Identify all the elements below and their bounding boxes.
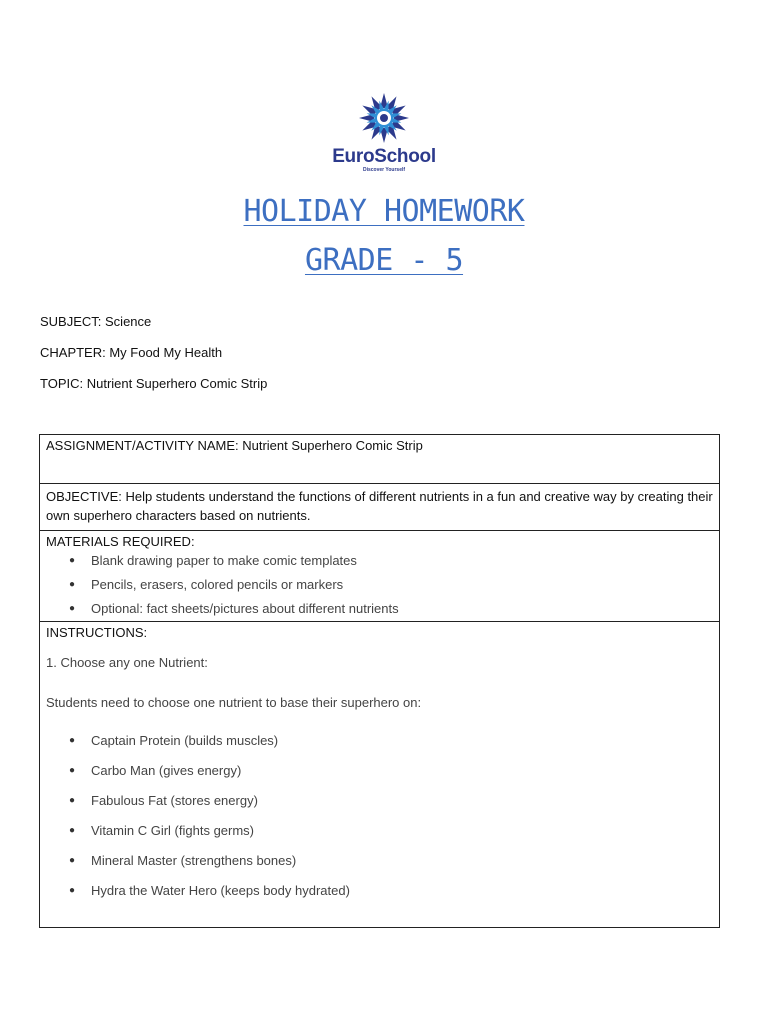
- subject-line: SUBJECT: Science: [40, 314, 152, 329]
- objective-row: [40, 484, 719, 531]
- list-item: ● Blank drawing paper to make comic templates: [46, 552, 713, 576]
- assignment-name: ASSIGNMENT/ACTIVITY NAME: Nutrient Superhero Comic Strip: [46, 438, 423, 453]
- materials-heading: MATERIALS REQUIRED:: [46, 534, 195, 549]
- list-item: ● Fabulous Fat (stores energy): [46, 792, 713, 822]
- brand-tagline: Discover Yourself: [362, 167, 406, 173]
- star-emblem-icon: [358, 92, 410, 144]
- materials-row: [40, 531, 719, 622]
- step-1-intro: Students need to choose one nutrient to base their superhero on:: [46, 695, 422, 710]
- instructions-row: [40, 622, 719, 927]
- list-item: ● Pencils, erasers, colored pencils or markers: [46, 576, 713, 600]
- list-item: ● Mineral Master (strengthens bones): [46, 852, 713, 882]
- list-item: ● Hydra the Water Hero (keeps body hydrated): [46, 882, 713, 912]
- list-item: ● Optional: fact sheets/pictures about different nutrients: [46, 600, 713, 624]
- heroes-list: [46, 732, 713, 912]
- assignment-row: [40, 435, 719, 484]
- topic-line: TOPIC: Nutrient Superhero Comic Strip: [40, 376, 268, 391]
- objective-text: OBJECTIVE: Help students understand the functions of different nutrients in a fun and creative way by creating their own superhero characters based on nutrients.: [46, 489, 713, 523]
- instructions-heading: INSTRUCTIONS:: [46, 625, 148, 640]
- assignment-table: [39, 434, 720, 928]
- list-item: ● Captain Protein (builds muscles): [46, 732, 713, 762]
- brand-name: EuroSchool: [332, 146, 436, 167]
- euroschool-logo: [330, 92, 438, 173]
- chapter-line: CHAPTER: My Food My Health: [40, 345, 223, 360]
- step-1: 1. Choose any one Nutrient:: [46, 655, 208, 670]
- materials-list: [46, 552, 713, 624]
- list-item: ● Carbo Man (gives energy): [46, 762, 713, 792]
- page-title: HOLIDAY HOMEWORK: [243, 194, 525, 229]
- list-item: ● Vitamin C Girl (fights germs): [46, 822, 713, 852]
- grade-title: GRADE - 5: [304, 243, 464, 278]
